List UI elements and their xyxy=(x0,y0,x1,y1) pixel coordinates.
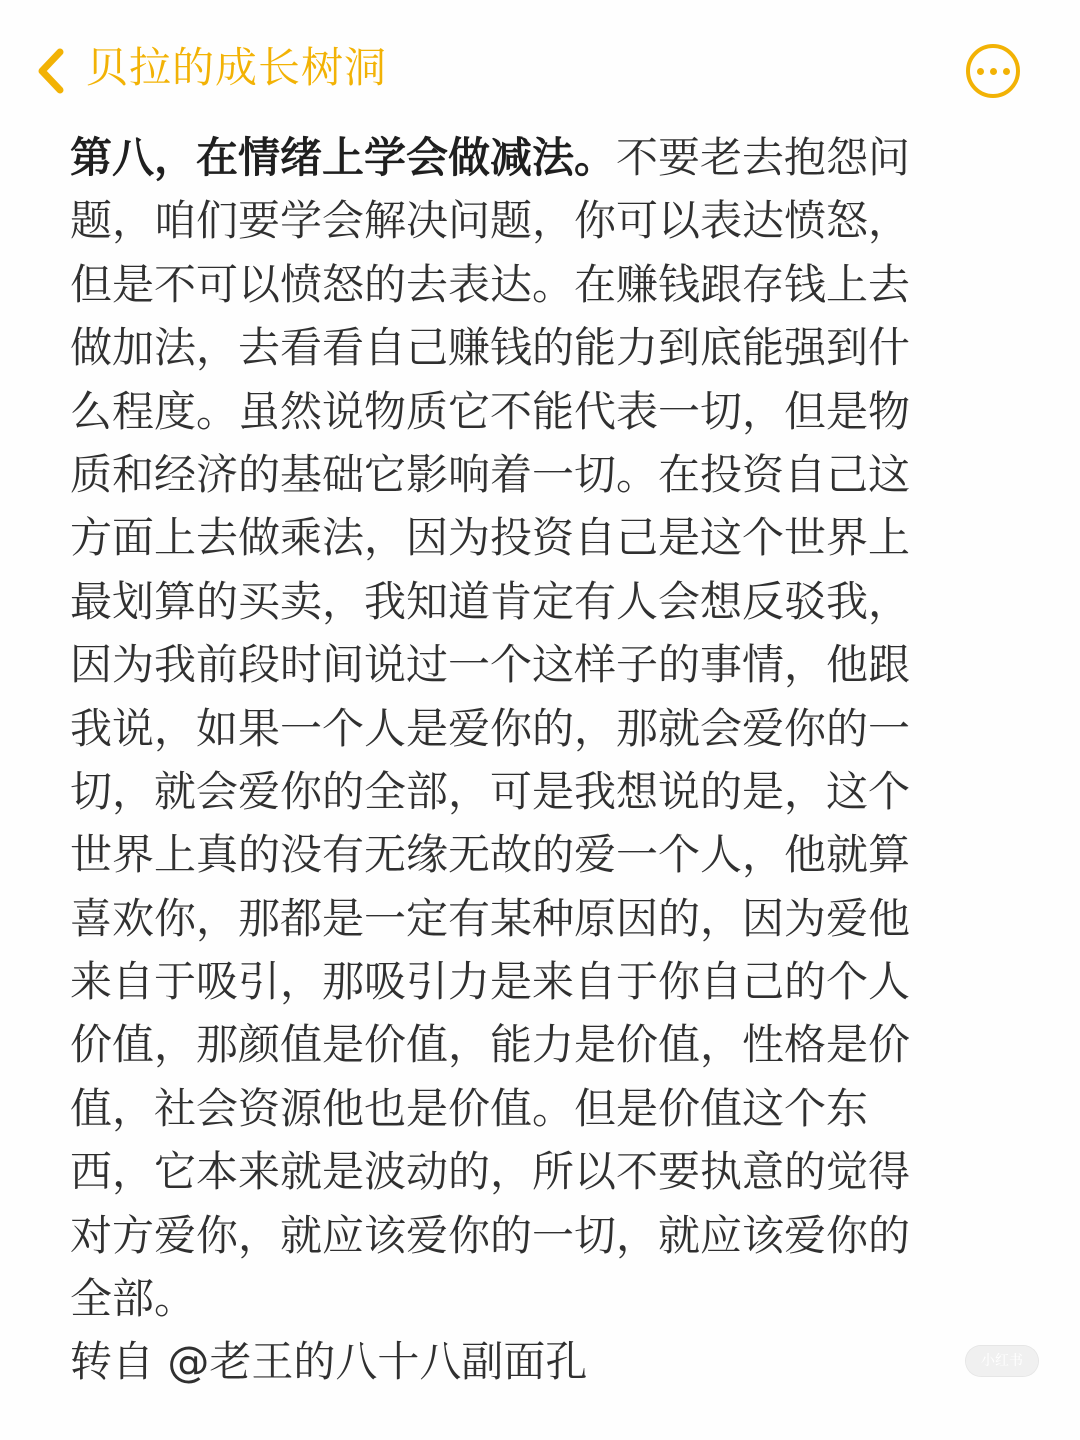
paragraph-line: 题，咱们要学会解决问题，你可以表达愤怒， xyxy=(70,196,911,246)
source-credit: 转自 @老王的八十八副面孔 xyxy=(70,1337,588,1387)
article-body xyxy=(70,126,975,1394)
paragraph-line: 价值，那颜值是价值，能力是价值，性格是价 xyxy=(70,1020,911,1070)
more-options-icon-dot xyxy=(1003,68,1010,75)
paragraph-line: 对方爱你，就应该爱你的一切，就应该爱你的 xyxy=(70,1210,911,1260)
chevron-left-icon xyxy=(34,48,68,94)
paragraph-line: 世界上真的没有无缘无故的爱一个人，他就算 xyxy=(70,830,911,880)
more-options-icon-dot xyxy=(990,68,997,75)
paragraph-line: 最划算的买卖，我知道肯定有人会想反驳我， xyxy=(70,576,911,626)
back-button[interactable] xyxy=(28,48,74,94)
paragraph-line: 么程度。虽然说物质它不能代表一切，但是物 xyxy=(70,386,911,436)
paragraph-line: 值，社会资源他也是价值。但是价值这个东 xyxy=(70,1083,869,1133)
paragraph-line: 切，就会爱你的全部，可是我想说的是，这个 xyxy=(70,766,911,816)
paragraph-line: 我说，如果一个人是爱你的，那就会爱你的一 xyxy=(70,703,911,753)
paragraph-line: 质和经济的基础它影响着一切。在投资自己这 xyxy=(70,449,911,499)
article-text xyxy=(70,126,975,1330)
section-heading: 第八，在情绪上学会做减法。 xyxy=(70,133,617,182)
paragraph-line: 喜欢你，那都是一定有某种原因的，因为爱他 xyxy=(70,893,911,943)
paragraph-line: 不要老去抱怨问 xyxy=(616,133,911,182)
top-navigation-bar xyxy=(0,30,1080,110)
more-options-button[interactable] xyxy=(966,44,1020,98)
page-title: 贝拉的成长树洞 xyxy=(86,43,388,92)
paragraph-line: 全部。 xyxy=(70,1274,197,1324)
paragraph-line: 但是不可以愤怒的去表达。在赚钱跟存钱上去 xyxy=(70,259,911,309)
paragraph-line: 做加法，去看看自己赚钱的能力到底能强到什 xyxy=(70,323,911,373)
platform-watermark: 小红书 xyxy=(966,1346,1038,1376)
paragraph-line: 西，它本来就是波动的，所以不要执意的觉得 xyxy=(70,1147,911,1197)
article-first-line xyxy=(70,126,975,189)
more-options-icon xyxy=(977,68,984,75)
paragraph-line: 方面上去做乘法，因为投资自己是这个世界上 xyxy=(70,513,911,563)
paragraph-line: 来自于吸引，那吸引力是来自于你自己的个人 xyxy=(70,957,911,1007)
scrolled-text-remnant xyxy=(80,0,940,20)
paragraph-line: 因为我前段时间说过一个这样子的事情，他跟 xyxy=(70,640,911,690)
